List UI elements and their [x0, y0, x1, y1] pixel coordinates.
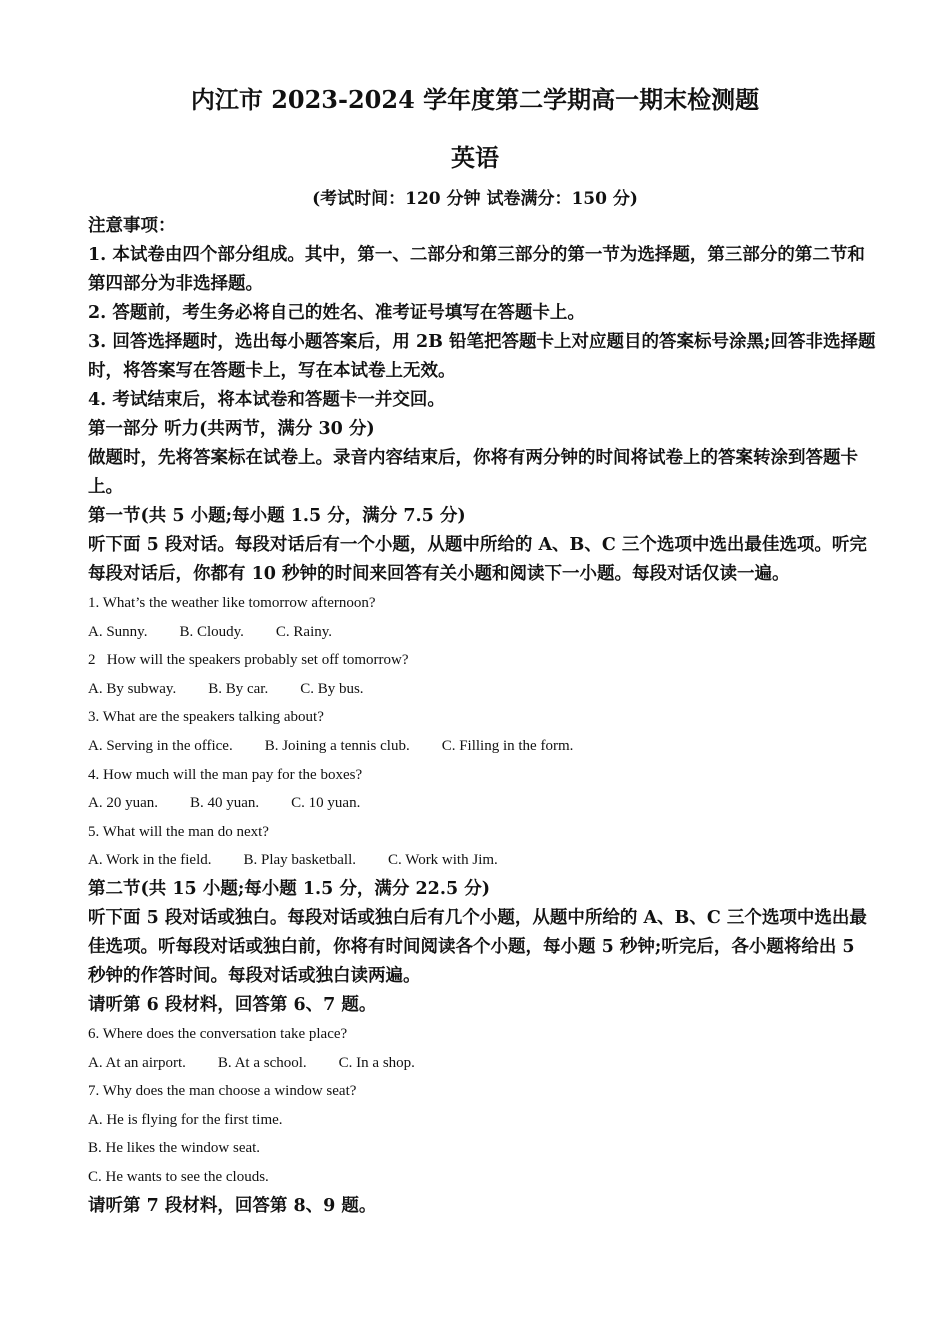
question-4-options: [88, 789, 878, 818]
section1-instructions: 听下面 5 段对话。每段对话后有一个小题，从题中所给的 A、B、C 三个选项中选出最佳选项。听完每段对话后，你都有 10 秒钟的时间来回答有关小题和阅读下一小题。每段对话仅读一遍。: [88, 535, 867, 584]
question-2-stem: 2 How will the speakers probably set off tomorrow?: [88, 652, 409, 669]
option-b: B. 40 yuan.: [190, 795, 260, 812]
section1-heading: 第一节(共 5 小题;每小题 1.5 分，满分 7.5 分): [88, 506, 466, 526]
option-c: C. In a shop.: [338, 1054, 415, 1071]
question-6-options: [88, 1049, 878, 1078]
question-5-stem: 5. What will the man do next?: [88, 823, 269, 840]
part1-heading: 第一部分 听力(共两节，满分 30 分): [88, 419, 375, 439]
option-a: A. At an airport.: [88, 1054, 186, 1071]
option-c: C. 10 yuan.: [291, 795, 361, 812]
option-c: C. By bus.: [300, 680, 364, 697]
note-item-4: 4. 考试结束后，将本试卷和答题卡一并交回。: [88, 390, 445, 410]
question-1-options: [88, 618, 878, 647]
option-a: A. 20 yuan.: [88, 795, 158, 812]
option-c: C. Filling in the form.: [441, 737, 574, 754]
exam-info: (考试时间：120 分钟 试卷满分：150 分): [312, 189, 638, 209]
option-a: A. Work in the field.: [88, 852, 212, 869]
question-7-option-c: C. He wants to see the clouds.: [88, 1168, 269, 1185]
question-6-stem: 6. Where does the conversation take place?: [88, 1025, 348, 1042]
material-7-prompt: 请听第 7 段材料，回答第 8、9 题。: [88, 1195, 377, 1216]
subject-title: 英语: [451, 143, 499, 172]
question-4-stem: 4. How much will the man pay for the boxes?: [88, 766, 363, 783]
question-2-options: [88, 675, 878, 704]
question-3-options: [88, 732, 878, 761]
option-c: C. Work with Jim.: [388, 852, 498, 869]
question-7-stem: 7. Why does the man choose a window seat?: [88, 1083, 357, 1100]
option-a: A. By subway.: [88, 680, 177, 697]
option-b: B. Joining a tennis club.: [264, 737, 410, 754]
exam-content: [88, 212, 878, 1221]
section2-heading: 第二节(共 15 小题;每小题 1.5 分，满分 22.5 分): [88, 878, 490, 899]
note-item-2: 2. 答题前，考生务必将自己的姓名、准考证号填写在答题卡上。: [88, 303, 585, 323]
part1-instructions: 做题时，先将答案标在试卷上。录音内容结束后，你将有两分钟的时间将试卷上的答案转涂到答题卡上。: [88, 448, 858, 497]
note-item-1: 1. 本试卷由四个部分组成。其中，第一、二部分和第三部分的第一节为选择题，第三部分的第二节和第四部分为非选择题。: [88, 245, 865, 294]
note-item-3: 3. 回答选择题时，选出每小题答案后，用 2B 铅笔把答题卡上对应题目的答案标号涂黑;回答非选择题时，将答案写在答题卡上，写在本试卷上无效。: [88, 332, 876, 381]
question-5-options: [88, 846, 878, 875]
option-b: B. Play basketball.: [243, 852, 356, 869]
exam-title: 内江市 2023-2024 学年度第二学期高一期末检测题: [190, 85, 760, 114]
notes-heading: 注意事项：: [88, 216, 176, 236]
option-b: B. Cloudy.: [179, 623, 244, 640]
question-7-option-a: A. He is flying for the first time.: [88, 1111, 283, 1128]
question-7-option-b: B. He likes the window seat.: [88, 1140, 261, 1157]
question-3-stem: 3. What are the speakers talking about?: [88, 709, 324, 726]
question-1-stem: 1. What’s the weather like tomorrow afternoon?: [88, 595, 376, 611]
option-b: B. By car.: [208, 680, 269, 697]
option-b: B. At a school.: [217, 1054, 307, 1071]
material-6-prompt: 请听第 6 段材料，回答第 6、7 题。: [88, 994, 377, 1015]
option-a: A. Sunny.: [88, 623, 148, 640]
section2-instructions: 听下面 5 段对话或独白。每段对话或独白后有几个小题，从题中所给的 A、B、C 三个选项中选出最佳选项。听每段对话或独白前，你将有时间阅读各个小题，每小题 5 秒钟;听完后，各小题将给出 5 秒钟的作答时间。每段对话或独白读两遍。: [88, 907, 867, 986]
option-c: C. Rainy.: [275, 623, 333, 640]
option-a: A. Serving in the office.: [88, 737, 233, 754]
